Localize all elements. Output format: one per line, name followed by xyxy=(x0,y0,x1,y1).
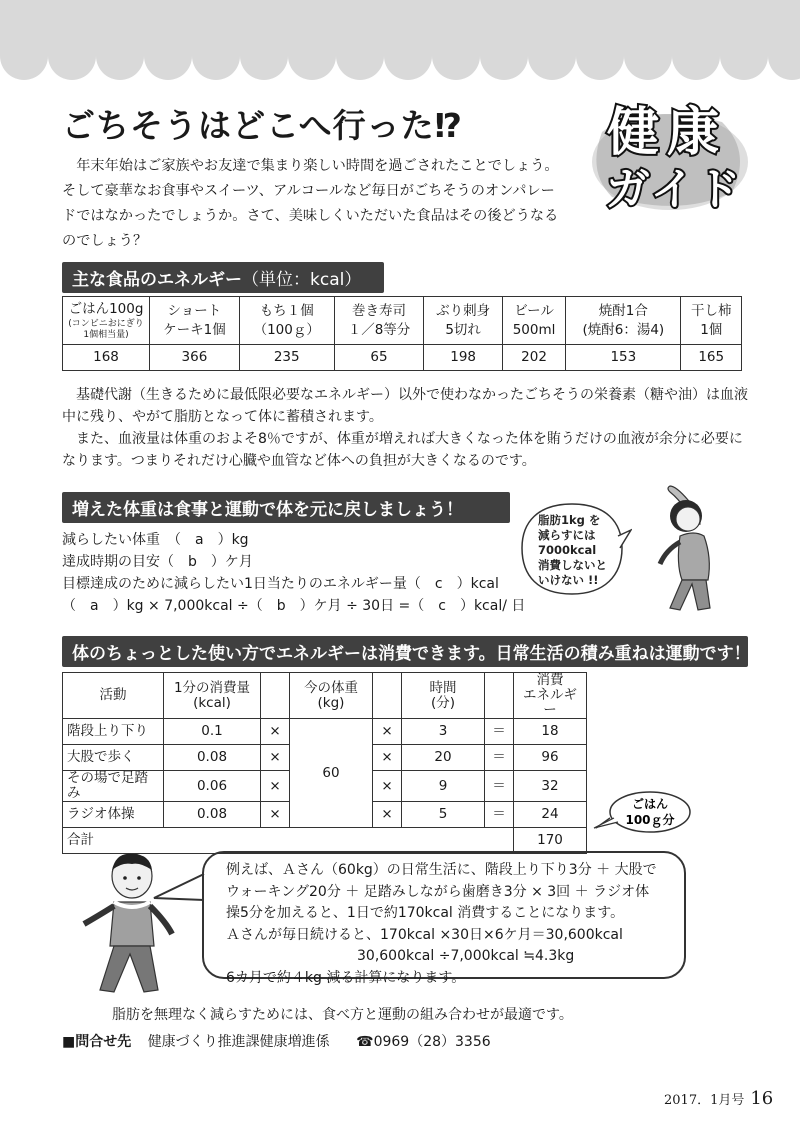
target-period-line: 達成時期の目安（ b ）ケ月 xyxy=(62,554,253,570)
col-energy-l1: 消費 xyxy=(536,672,564,688)
weight-formula xyxy=(62,529,525,617)
food-kcal: 65 xyxy=(334,345,424,371)
food-cell xyxy=(566,297,681,345)
equals-sign: ＝ xyxy=(485,802,514,828)
bubble-line: 減らすには xyxy=(538,528,596,542)
activity-name: ラジオ体操 xyxy=(63,802,164,828)
food-portion: 1個 xyxy=(700,321,723,338)
times-sign: × xyxy=(261,719,290,745)
food-portion: （100ｇ） xyxy=(253,321,320,338)
times-sign: × xyxy=(261,745,290,771)
food-note: 1個相当量) xyxy=(83,330,129,340)
food-kcal: 153 xyxy=(566,345,681,371)
example-line: 例えば、Ａさん（60kg）の日常生活に、階段上り下り3分 ＋ 大股で xyxy=(226,862,657,878)
activity-rate: 0.06 xyxy=(164,771,261,802)
fat-speech-bubble xyxy=(514,500,632,600)
food-portion: 5切れ xyxy=(445,321,481,338)
spacer-cell xyxy=(373,673,402,719)
food-name-row xyxy=(63,297,742,345)
food-portion: (焼酎6：湯4) xyxy=(582,321,665,338)
food-portion: ケーキ1個 xyxy=(163,321,226,338)
daily-energy-line: 目標達成のために減らしたい1日当たりのエネルギー量（ c ）kcal xyxy=(62,576,499,592)
rice-equivalent-bubble xyxy=(590,788,694,838)
food-energy-unit: （単位：kcal） xyxy=(242,270,362,290)
contact-phone: ☎0969（28）3356 xyxy=(356,1034,491,1050)
food-energy-table xyxy=(62,296,742,371)
contact-department: 健康づくり推進課健康増進係 xyxy=(147,1034,330,1050)
food-kcal: 198 xyxy=(424,345,502,371)
times-sign: × xyxy=(373,745,402,771)
activity-rate: 0.08 xyxy=(164,802,261,828)
food-portion: 500ml xyxy=(512,321,556,338)
col-energy xyxy=(514,673,587,719)
metabolism-text: 基礎代謝（生きるために最低限必要なエネルギー）以外で使わなかったごちそうの栄養素（糖や油）は血液中に残り、やがて脂肪となって体に蓄積されます。 xyxy=(62,387,748,425)
activity-row xyxy=(63,719,587,745)
times-sign: × xyxy=(373,771,402,802)
activity-name: その場で足踏み xyxy=(63,771,164,802)
target-weight-line: 減らしたい体重 （ a ）kg xyxy=(62,532,249,548)
page-number: 16 xyxy=(750,1088,774,1109)
contact-label: ■問合せ先 xyxy=(62,1034,132,1050)
example-line: ウォーキング20分 ＋ 足踏みしながら歯磨き3分 × 3回 ＋ ラジオ体 xyxy=(226,883,650,900)
times-sign: × xyxy=(373,719,402,745)
col-time-l2: (分) xyxy=(430,694,456,711)
example-line: 操5分を加えると、1日で約170kcal 消費することになります。 xyxy=(226,905,625,921)
col-weight xyxy=(290,673,373,719)
food-cell xyxy=(334,297,424,345)
spacer-cell xyxy=(261,673,290,719)
daily-activity-heading: 体のちょっとした使い方でエネルギーは消費できます。日常生活の積み重ねは運動です！ xyxy=(62,636,748,667)
activity-header-row xyxy=(63,673,587,719)
food-kcal-row xyxy=(63,345,742,371)
example-bubble-tail xyxy=(150,870,210,910)
example-calculation-box xyxy=(202,851,686,986)
food-note: (コンビニおにぎり xyxy=(68,319,144,329)
times-sign: × xyxy=(261,802,290,828)
col-weight-l1: 今の体重 xyxy=(304,679,358,696)
activity-energy: 24 xyxy=(514,802,587,828)
food-energy-heading xyxy=(62,262,384,293)
spacer-cell xyxy=(485,673,514,719)
food-energy-heading-text: 主な食品のエネルギー xyxy=(72,270,242,290)
bubble-line: 脂肪1kg を xyxy=(538,513,601,527)
intro-paragraph: 年末年始はご家族やお友達で集まり楽しい時間を過ごされたことでしょう。そして豪華なお食事やスイーツ、アルコールなど毎日がごちそうのオンパレードではなかったでしょうか。さて、美味しくいただいた食品はその後どうなるのでしょう？ xyxy=(62,158,559,249)
food-cell xyxy=(681,297,742,345)
current-weight: 60 xyxy=(290,719,373,828)
col-per-minute-l2: (kcal) xyxy=(193,694,231,711)
col-activity: 活動 xyxy=(63,673,164,719)
col-time-l1: 時間 xyxy=(429,679,457,696)
activity-energy: 96 xyxy=(514,745,587,771)
scalloped-header-band xyxy=(0,0,800,80)
food-name: 巻き寿司 xyxy=(352,302,407,319)
food-name: もち１個 xyxy=(259,302,314,319)
badge-title-kanji: 健康 xyxy=(606,103,728,163)
calculation-line: （ a ）kg × 7,000kcal ÷（ b ）ケ月 ÷ 30日 =（ c ）kcal/ 日 xyxy=(62,598,526,614)
food-kcal: 168 xyxy=(63,345,150,371)
food-kcal: 366 xyxy=(150,345,240,371)
example-line: 6カ月で約４kg 減る計算になります。 xyxy=(226,969,466,986)
total-value: 170 xyxy=(514,828,587,854)
page-footer xyxy=(664,1088,773,1109)
activity-minutes: 9 xyxy=(402,771,485,802)
food-cell xyxy=(63,297,150,345)
page-title: ごちそうはどこへ行った⁉ xyxy=(62,106,464,145)
closing-remark: 脂肪を無理なく減らすためには、食べ方と運動の組み合わせが最適です。 xyxy=(112,1007,573,1023)
weight-reset-heading: 増えた体重は食事と運動で体を元に戻しましょう！ xyxy=(62,492,510,523)
rice-bubble-line1: ごはん xyxy=(631,797,669,811)
stretching-woman-illustration xyxy=(640,484,750,614)
activity-minutes: 20 xyxy=(402,745,485,771)
food-cell xyxy=(502,297,565,345)
activity-name: 階段上り下り xyxy=(63,719,164,745)
rice-bubble-line2: 100ｇ分 xyxy=(625,813,675,827)
bubble-line: 消費しないと xyxy=(538,558,607,572)
equals-sign: ＝ xyxy=(485,771,514,802)
contact-info xyxy=(62,1031,491,1051)
food-kcal: 165 xyxy=(681,345,742,371)
col-weight-l2: (kg) xyxy=(317,694,345,711)
times-sign: × xyxy=(261,771,290,802)
food-kcal: 202 xyxy=(502,345,565,371)
food-cell xyxy=(239,297,334,345)
col-energy-l2: エネルギー xyxy=(523,687,577,718)
activity-energy: 18 xyxy=(514,719,587,745)
activity-minutes: 5 xyxy=(402,802,485,828)
issue-date: 2017．1月号 xyxy=(664,1093,745,1108)
badge-title-kana: ガイド xyxy=(605,164,743,215)
activity-rate: 0.08 xyxy=(164,745,261,771)
food-name: 干し柿 xyxy=(690,302,732,319)
equals-sign: ＝ xyxy=(485,719,514,745)
equals-sign: ＝ xyxy=(485,745,514,771)
bubble-line: いけない !! xyxy=(538,573,599,587)
metabolism-paragraph xyxy=(62,384,752,472)
food-name: ごはん100g xyxy=(68,301,144,317)
food-portion: １／8等分 xyxy=(347,321,411,338)
blood-volume-text: また、血液量は体重のおよそ8％ですが、体重が増えれば大きくなった体を賄うだけの血液が余分に必要になります。つまりそれだけ心臓や血管など体への負担が大きくなるのです。 xyxy=(62,431,743,469)
food-name: ぶり刺身 xyxy=(436,302,491,319)
food-name: ショート xyxy=(167,302,222,319)
activity-name: 大股で歩く xyxy=(63,745,164,771)
col-per-minute xyxy=(164,673,261,719)
health-guide-badge xyxy=(582,92,752,217)
col-per-minute-l1: 1分の消費量 xyxy=(173,679,251,696)
times-sign: × xyxy=(373,802,402,828)
col-time xyxy=(402,673,485,719)
bubble-line: 7000kcal xyxy=(538,543,597,557)
example-line: Ａさんが毎日続けると、170kcal ×30日×6ケ月＝30,600kcal xyxy=(226,926,623,943)
food-cell xyxy=(150,297,240,345)
food-name: 焼酎1合 xyxy=(598,302,648,319)
activity-minutes: 3 xyxy=(402,719,485,745)
activity-rate: 0.1 xyxy=(164,719,261,745)
activity-energy: 32 xyxy=(514,771,587,802)
food-cell xyxy=(424,297,502,345)
example-line: 30,600kcal ÷7,000kcal ≒4.3kg xyxy=(357,948,575,964)
activity-energy-table xyxy=(62,672,587,854)
food-kcal: 235 xyxy=(239,345,334,371)
food-name: ビール xyxy=(514,302,554,319)
total-label: 合計 xyxy=(63,828,514,854)
